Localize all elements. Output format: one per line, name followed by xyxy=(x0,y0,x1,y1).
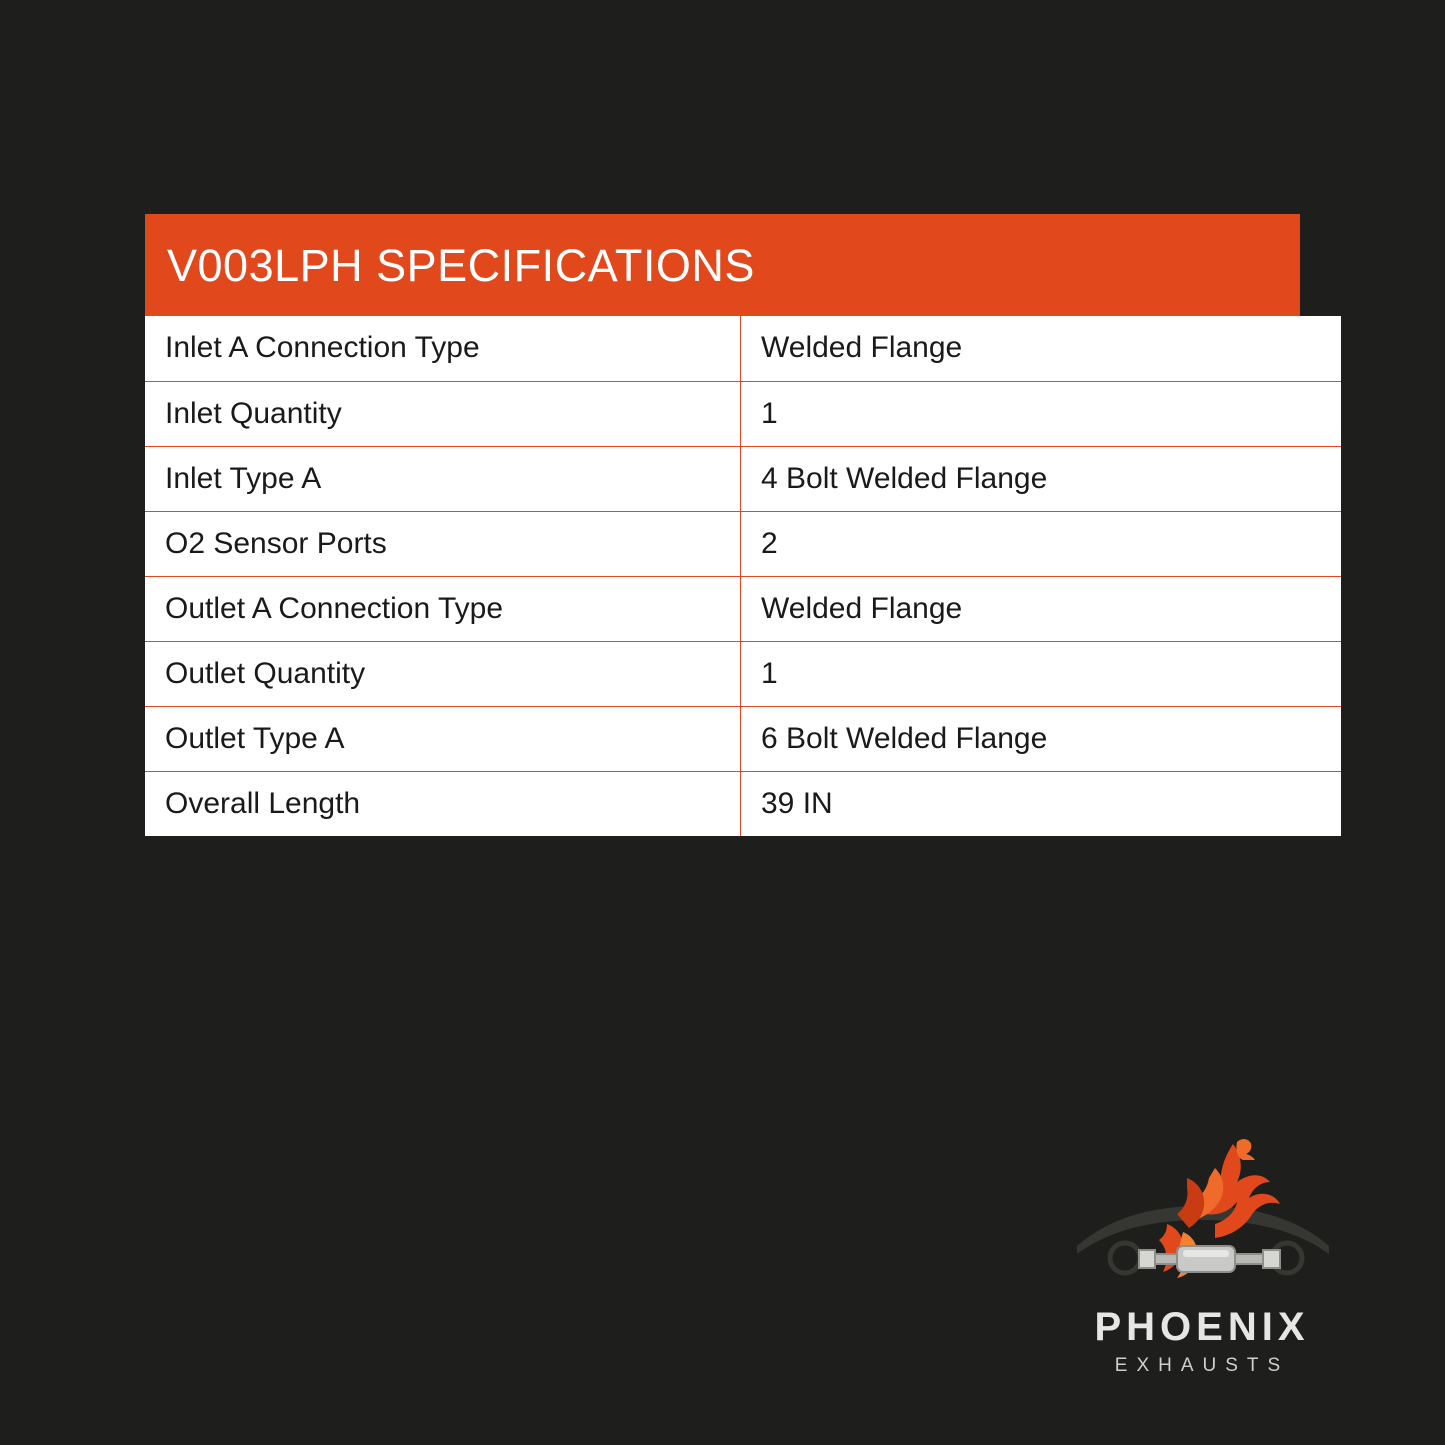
spec-value: 39 IN xyxy=(761,786,833,820)
spec-label: Inlet Type A xyxy=(145,446,741,511)
table-row xyxy=(145,706,1341,771)
table-row xyxy=(145,641,1341,706)
specifications-card xyxy=(145,214,1300,836)
table-row xyxy=(145,511,1341,576)
spec-label: Outlet Type A xyxy=(145,706,741,771)
table-row xyxy=(145,576,1341,641)
spec-label: Outlet Quantity xyxy=(145,641,741,706)
spec-label: Overall Length xyxy=(145,771,741,836)
specifications-header xyxy=(145,214,1300,316)
specifications-table-body xyxy=(145,316,1341,836)
brand-name: PHOENIX xyxy=(1094,1305,1310,1349)
spec-value: 2 xyxy=(741,511,1342,576)
table-row xyxy=(145,381,1341,446)
brand-logo xyxy=(1037,1128,1367,1377)
spec-value: 4 Bolt Welded Flange xyxy=(741,446,1342,511)
spec-label: O2 Sensor Ports xyxy=(145,511,741,576)
brand-subtitle: EXHAUSTS xyxy=(1114,1355,1290,1376)
spec-label: Outlet A Connection Type xyxy=(145,576,741,641)
spec-value: Welded Flange xyxy=(741,576,1342,641)
page-title: V003LPH SPECIFICATIONS xyxy=(167,239,755,291)
spec-label: Inlet Quantity xyxy=(145,381,741,446)
spec-value: Welded Flange xyxy=(741,316,1342,381)
specifications-table xyxy=(145,316,1341,836)
spec-value: 1 xyxy=(741,381,1342,446)
spec-label: Inlet A Connection Type xyxy=(145,316,741,381)
table-row xyxy=(145,446,1341,511)
phoenix-bird-icon xyxy=(1037,1128,1367,1303)
table-row xyxy=(145,316,1341,381)
table-row xyxy=(145,771,1341,836)
spec-value: 1 xyxy=(741,641,1342,706)
spec-value: 6 Bolt Welded Flange xyxy=(741,706,1342,771)
